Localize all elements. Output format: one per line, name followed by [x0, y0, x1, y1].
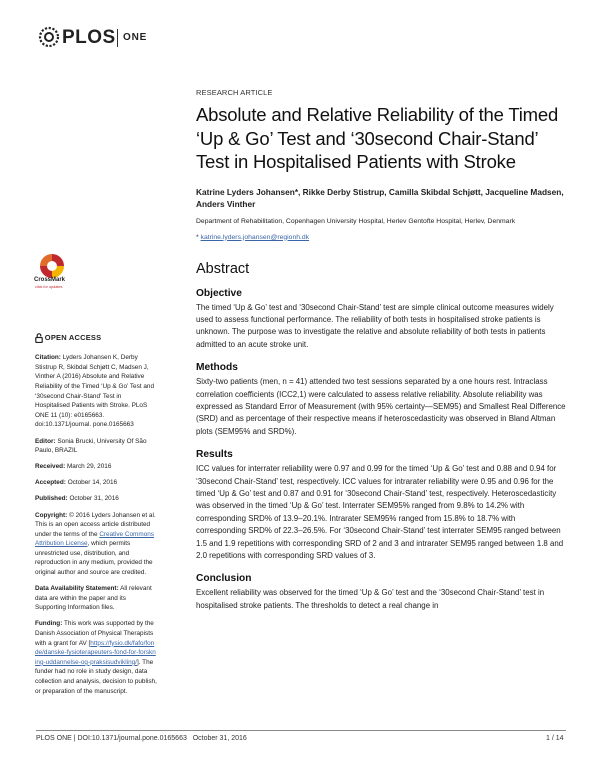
funding-text-1: This work was supported by the Danish Association of Physical Therapists with a grant for AV [ — [35, 620, 154, 647]
conclusion-text: Excellent reliability was observed for the timed ‘Up & Go’ test and the ‘30second Chair-Stand’ test in hospitalised stroke patients. The thresholds to detect a real change in — [196, 588, 545, 610]
open-access-badge — [35, 333, 157, 343]
citation-label: Citation: — [35, 354, 61, 362]
copyright-text-2: , which permits unrestricted use, distribution, and reproduction in any medium, provided the original author and source are credited. — [35, 540, 153, 577]
plos-logo-mark — [36, 24, 62, 50]
article-info-sidebar — [35, 333, 157, 703]
funding-label: Funding: — [35, 620, 63, 628]
article-main — [196, 88, 566, 612]
footer-divider — [36, 730, 566, 731]
copyright-text-1: © 2016 Lyders Johansen et al. This is an open access article distributed under the terms of the — [35, 511, 156, 538]
received-block — [35, 462, 157, 472]
crossmark-sublabel[interactable]: click for updates — [35, 285, 63, 289]
editor-block — [35, 437, 157, 456]
results-heading: Results — [196, 449, 233, 461]
citation-text: Lyders Johansen K, Derby Stistrup R, Skibdal Schjøtt C, Madsen J, Vinther A (2016) Absolute and Relative Reliability of the Timed ‘Up & Go’ Test and ‘30second Chair-Stand’ Test in Hospitalised Patients with Stroke. PLoS ONE 11 (10): e0165663. doi:10.1371/journal. pone.0165663 — [35, 354, 154, 429]
funding-block — [35, 619, 157, 696]
published-block — [35, 494, 157, 504]
objective-text: The timed ‘Up & Go’ test and ‘30second Chair-Stand’ test are simple clinical outcome measures widely used to assess functional performance. The reliability of both tests in hospitalised stroke patients is unknown. The purpose was to investigate the relative and absolute reliability of both tests in patients admitted to an acute stroke unit. — [196, 302, 554, 349]
published-date: October 31, 2016 — [69, 495, 119, 503]
funding-text-2: ]. The funder had no role in study design, data collection and analysis, decision to publish, or preparation of the manuscript. — [35, 658, 157, 695]
article-type: RESEARCH ARTICLE — [196, 88, 273, 97]
plos-wordmark: PLOS — [62, 27, 116, 48]
crossmark-label[interactable]: CrossMark — [34, 277, 66, 283]
accepted-label: Accepted: — [35, 479, 66, 487]
corresp-mark: * — [196, 233, 199, 241]
affiliation: Department of Rehabilitation, Copenhagen University Hospital, Herlev Gentofte Hospital, Herlev, Denmark — [196, 217, 516, 225]
copyright-block — [35, 511, 157, 578]
published-label: Published: — [35, 495, 68, 503]
crossmark-icon[interactable] — [34, 253, 70, 279]
open-access-label: OPEN ACCESS — [44, 333, 102, 343]
data-availability-label: Data Availability Statement: — [35, 585, 119, 593]
logo-divider — [117, 29, 118, 47]
article-title: Absolute and Relative Reliability of the Timed ‘Up & Go’ Test and ‘30second Chair-Stand’ Test in Hospitalised Patients with Stroke — [196, 104, 559, 172]
page-number: 1 / 14 — [546, 735, 564, 742]
author-list: Katrine Lyders Johansen*, Rikke Derby Stistrup, Camilla Skibdal Schjøtt, Jacqueline Madsen, Anders Vinther — [196, 186, 564, 209]
objective-heading: Objective — [196, 287, 242, 299]
methods-heading: Methods — [196, 362, 238, 374]
results-text: ICC values for interrater reliability were 0.97 and 0.99 for the timed ‘Up & Go’ test and 0.88 and 0.94 for ‘30second Chair-Stand’ test, respectively. ICC values for intrarater reliability were 0.95 and 0.96 for the timed ‘Up & Go’ test and 0.87 and 0.91 for ‘30second Chair-Stand’ test, respectively. Heteroscedasticity was observed in the timed ‘Up & Go’ test. Interrater SEM95% ranged from 9.8% to 14.2% with corresponding SRD% of 13.9–20.1%. Intrarater SEM95% ranged from 15.8% to 18.7% with corresponding SRD% of 22.3–26.5%. For ‘30second Chair-Stand’ test interrater SEM95 ranged between 1.5 and 1.9 repetitions with corresponding SRD of 2 and 3 and intrarater SEM95 ranged between 1.8 and 2.0 repetitions with corresponding SRD values of 3. — [196, 464, 564, 560]
open-lock-icon — [35, 333, 43, 343]
copyright-label: Copyright: — [35, 511, 68, 519]
accepted-date: October 14, 2016 — [67, 479, 118, 487]
license-link[interactable]: Creative Commons Attribution License — [35, 530, 155, 548]
editor-label: Editor: — [35, 437, 56, 445]
corresp-email-link[interactable]: katrine.lyders.johansen@regionh.dk — [200, 233, 310, 241]
data-availability-text: All relevant data are within the paper and its Supporting Information files. — [35, 585, 152, 612]
funding-link[interactable]: https://fysio.dk/fafo/fonde/danske-fysioterapeuters-fond-for-forskning-uddannelse-og-praksisudvikling/ — [35, 639, 156, 666]
abstract-heading: Abstract — [196, 260, 250, 277]
correspondence — [196, 234, 566, 241]
conclusion-heading: Conclusion — [196, 573, 252, 585]
editor-text: Sonia Brucki, University Of São Paulo, BRAZIL — [35, 437, 147, 455]
data-availability-block — [35, 584, 157, 613]
methods-text: Sixty-two patients (men, n = 41) attended two test sessions separated by a one hours rest. Intraclass correlation coefficients (ICC2,1) were calculated to assess relative reliability. Absolute reliability was expressed as Standard Error of Measurement (with 95% certainty—SEM95) and Smallest Real Difference (SRD) and as percentage of their respective means if heteroscedasticity was observed in Bland Altman plots (SEM95% and SRD%). — [196, 377, 566, 436]
one-wordmark: ONE — [123, 32, 148, 43]
received-date: March 29, 2016 — [66, 463, 112, 471]
received-label: Received: — [35, 463, 66, 471]
footer-citation: PLOS ONE | DOI:10.1371/journal.pone.0165663 October 31, 2016 — [36, 735, 247, 742]
accepted-block — [35, 478, 157, 488]
citation-block — [35, 353, 157, 430]
